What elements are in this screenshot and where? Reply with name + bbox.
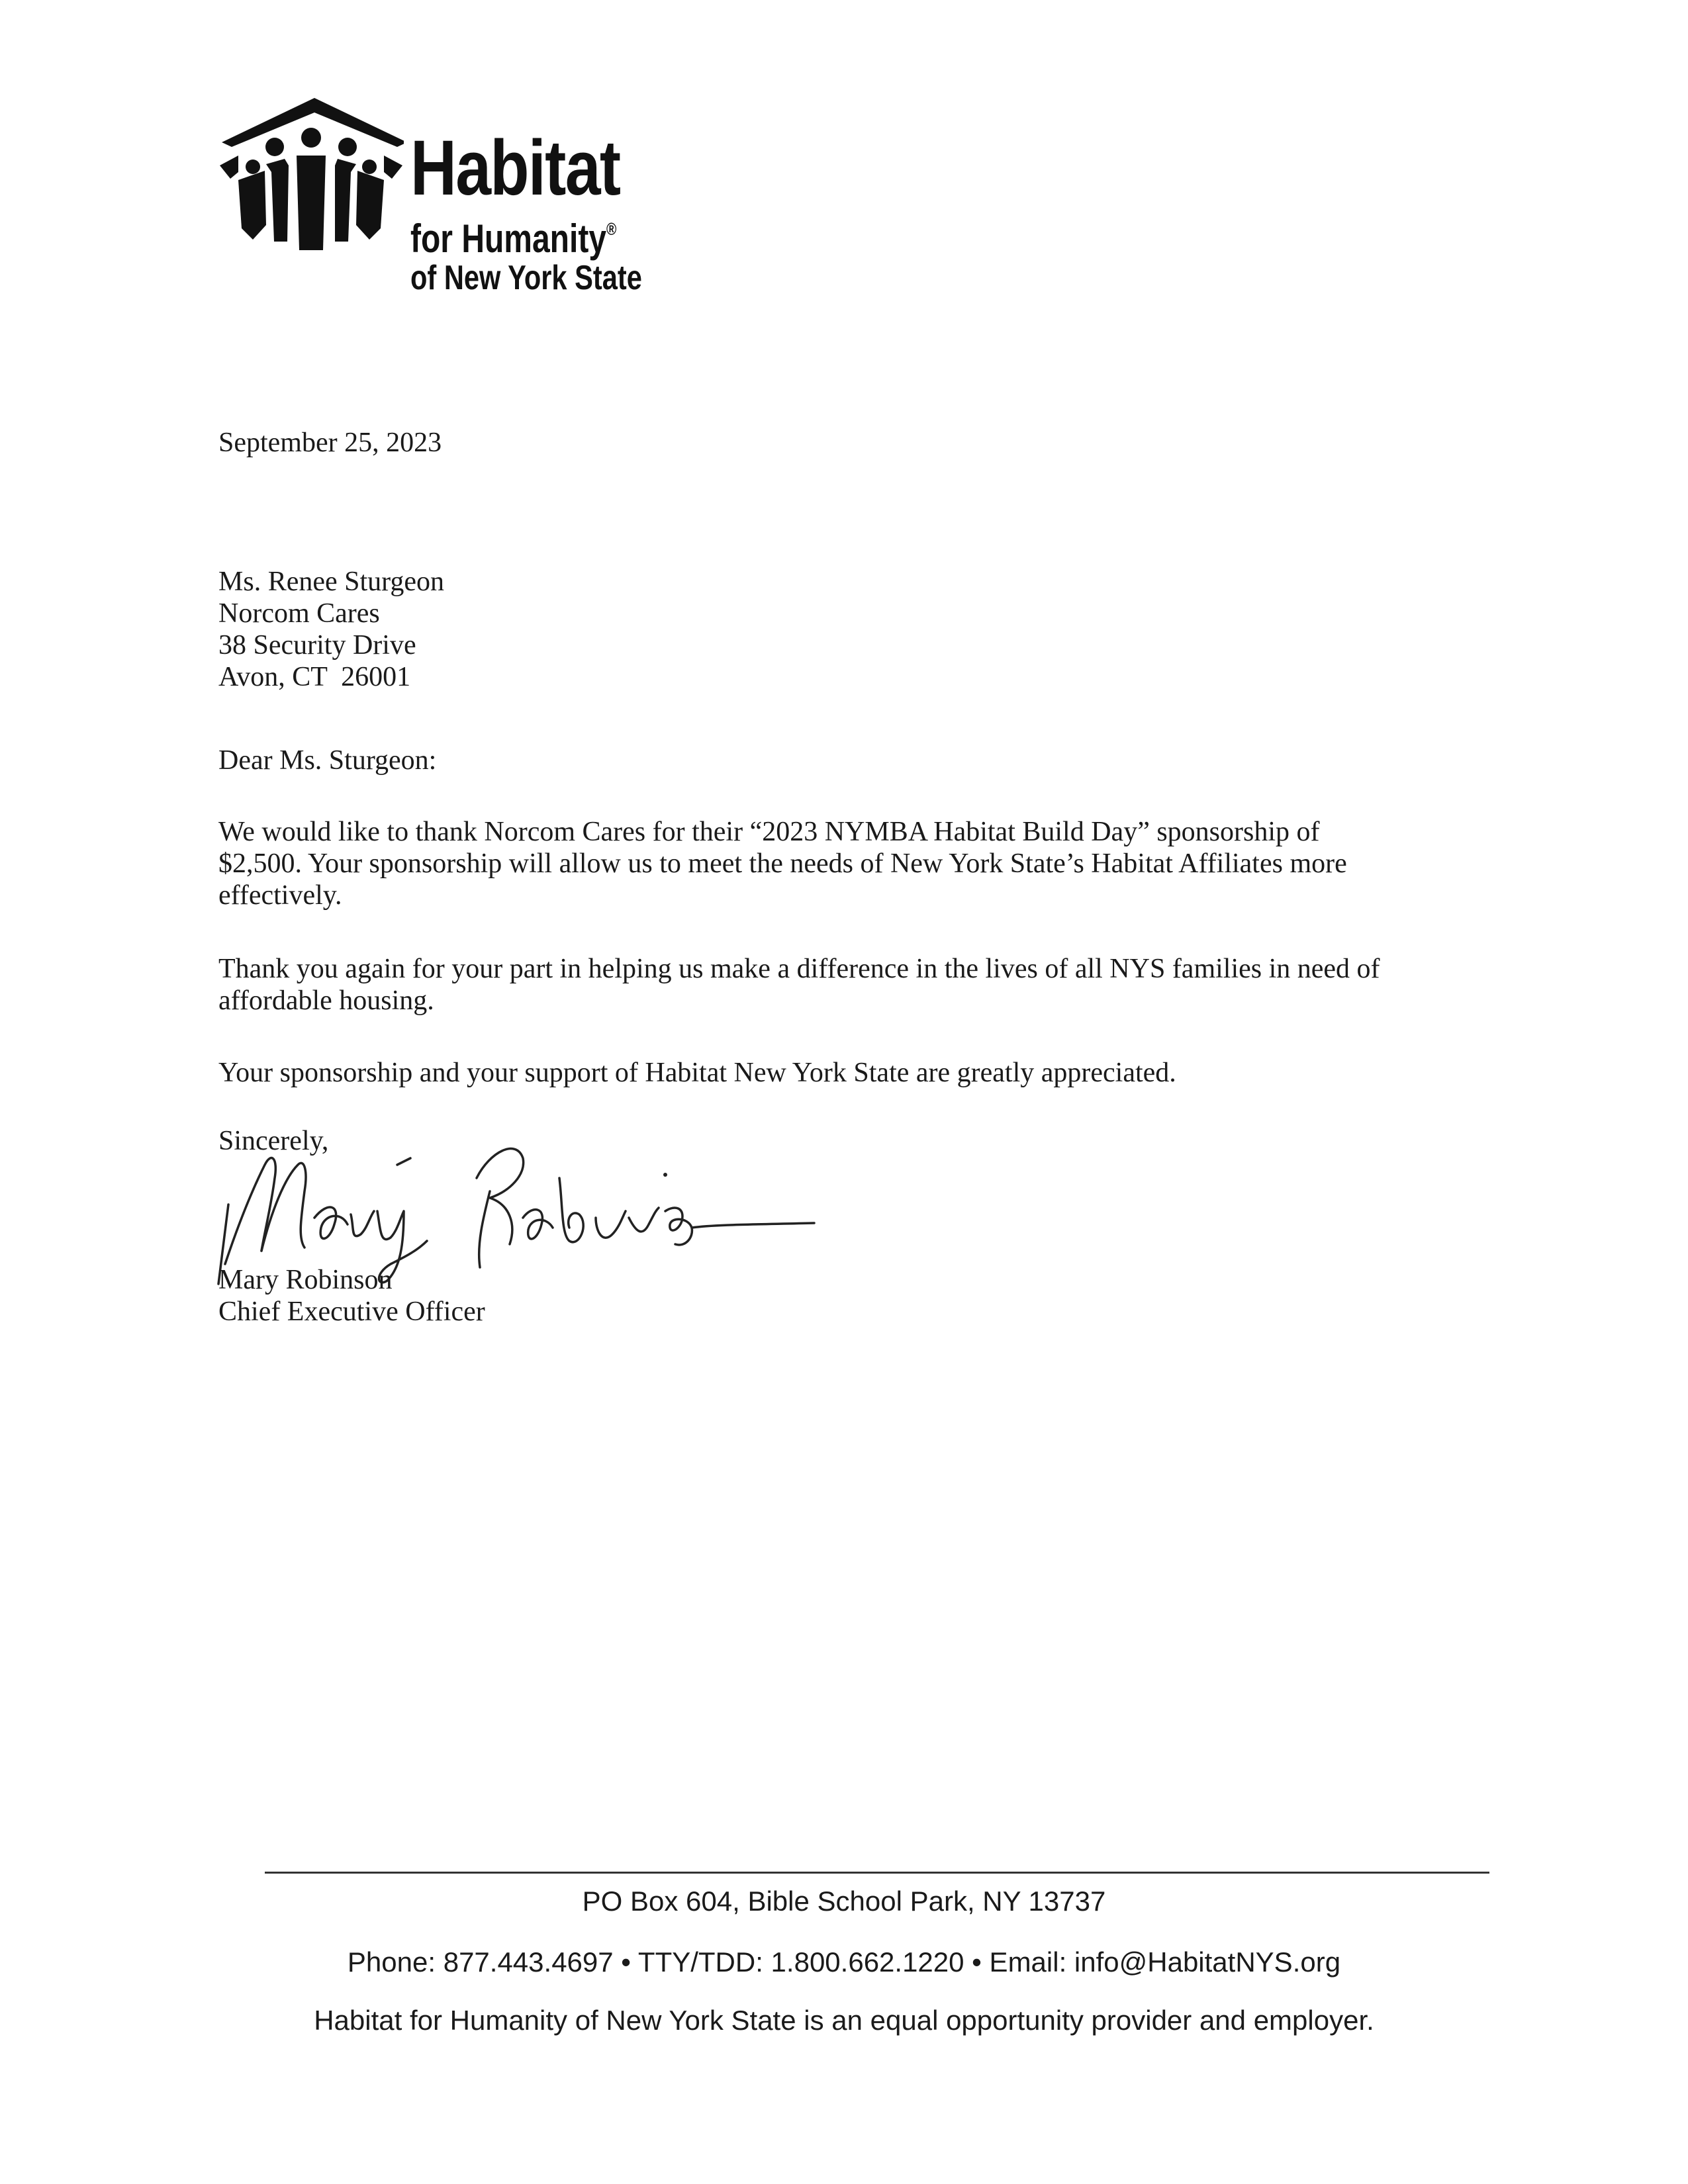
paragraph-1-line-2: $2,500. Your sponsorship will allow us to meet the needs of New York State’s Habitat Affiliates more bbox=[218, 848, 1347, 879]
paragraph-1-line-1: We would like to thank Norcom Cares for their “2023 NYMBA Habitat Build Day” sponsorship of bbox=[218, 817, 1320, 847]
recipient-organization: Norcom Cares bbox=[218, 598, 380, 629]
body-paragraph-1 bbox=[218, 816, 1496, 911]
date-text: September 25, 2023 bbox=[218, 428, 442, 458]
letter-date bbox=[218, 427, 1496, 459]
recipient-name: Ms. Renee Sturgeon bbox=[218, 567, 445, 597]
body-paragraph-3 bbox=[218, 1057, 1496, 1089]
salutation-text: Dear Ms. Sturgeon: bbox=[218, 745, 437, 776]
logo-state-text: of New York State bbox=[410, 259, 642, 297]
registered-mark: ® bbox=[606, 219, 617, 239]
recipient-street: 38 Security Drive bbox=[218, 630, 416, 660]
logo-habitat-text: Habitat bbox=[410, 124, 620, 212]
paragraph-1-line-3: effectively. bbox=[218, 880, 342, 911]
signature-block bbox=[218, 1264, 1496, 1328]
paragraph-2-line-2: affordable housing. bbox=[218, 985, 434, 1016]
logo-wordmark bbox=[410, 124, 700, 297]
paragraph-2-line-1: Thank you again for your part in helping us make a difference in the lives of all NYS families in need of bbox=[218, 954, 1380, 984]
recipient-city: Avon, CT 26001 bbox=[218, 662, 411, 692]
closing-text: Sincerely, bbox=[218, 1126, 329, 1156]
signer-title: Chief Executive Officer bbox=[218, 1297, 485, 1327]
paragraph-3-text: Your sponsorship and your support of Habitat New York State are greatly appreciated. bbox=[218, 1058, 1176, 1088]
footer-contact: Phone: 877.443.4697 • TTY/TDD: 1.800.662.1220 • Email: info@HabitatNYS.org bbox=[347, 1946, 1341, 1978]
footer-divider bbox=[265, 1872, 1489, 1874]
recipient-address bbox=[218, 566, 1496, 693]
salutation bbox=[218, 745, 1496, 776]
logo-humanity-line bbox=[410, 208, 642, 259]
footer-statement: Habitat for Humanity of New York State is an equal opportunity provider and employer. bbox=[314, 2005, 1374, 2036]
habitat-house-people-icon bbox=[218, 93, 404, 251]
body-paragraph-2 bbox=[218, 953, 1496, 1017]
organization-logo bbox=[218, 93, 682, 297]
footer-address: PO Box 604, Bible School Park, NY 13737 bbox=[582, 1886, 1106, 1917]
signer-name: Mary Robinson bbox=[218, 1265, 393, 1295]
logo-humanity-text: for Humanity bbox=[410, 216, 607, 261]
